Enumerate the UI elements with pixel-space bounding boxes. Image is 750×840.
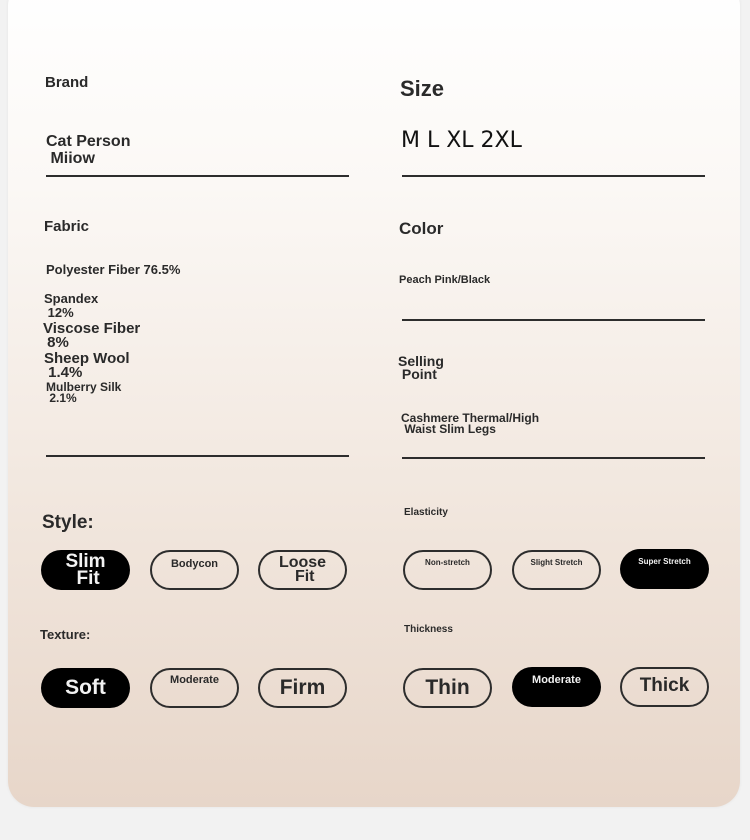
thickness-label: Thickness bbox=[404, 624, 453, 635]
fabric-label: Fabric bbox=[44, 218, 90, 235]
fabric-item: Mulberry Silk 2.1% bbox=[46, 380, 122, 406]
style-option-bodycon[interactable]: Bodycon bbox=[150, 550, 239, 590]
texture-option-moderate[interactable]: Moderate bbox=[150, 668, 239, 708]
texture-label: Texture: bbox=[40, 627, 91, 642]
fabric-item: Polyester Fiber 76.5% bbox=[46, 262, 181, 277]
selling-point-divider bbox=[402, 457, 705, 459]
brand-value: Cat Person Miiow bbox=[46, 133, 131, 167]
size-value: M L XL 2XL bbox=[401, 128, 522, 153]
color-divider bbox=[402, 319, 705, 321]
elasticity-option-non-stretch[interactable]: Non-stretch bbox=[403, 550, 492, 590]
thickness-option-thin[interactable]: Thin bbox=[403, 668, 492, 708]
selling-point-value: Cashmere Thermal/High Waist Slim Legs bbox=[401, 411, 540, 437]
texture-option-firm[interactable]: Firm bbox=[258, 668, 347, 708]
fabric-divider bbox=[46, 455, 349, 457]
size-label: Size bbox=[400, 76, 445, 101]
style-label: Style: bbox=[42, 512, 94, 533]
brand-label: Brand bbox=[45, 74, 89, 91]
color-value: Peach Pink/Black bbox=[399, 274, 491, 286]
brand-divider bbox=[46, 175, 349, 177]
elasticity-label: Elasticity bbox=[404, 507, 448, 518]
fabric-item: Spandex 12% bbox=[44, 291, 99, 320]
elasticity-option-slight-stretch[interactable]: Slight Stretch bbox=[512, 550, 601, 590]
elasticity-option-super-stretch[interactable]: Super Stretch bbox=[620, 549, 709, 589]
color-label: Color bbox=[399, 219, 444, 238]
thickness-option-thick[interactable]: Thick bbox=[620, 667, 709, 707]
texture-option-soft[interactable]: Soft bbox=[41, 668, 130, 708]
style-option-loose-fit[interactable]: Loose Fit bbox=[258, 550, 347, 590]
size-divider bbox=[402, 175, 705, 177]
fabric-item: Sheep Wool 1.4% bbox=[44, 350, 130, 382]
fabric-item: Viscose Fiber 8% bbox=[43, 320, 141, 352]
selling-point-label: Selling Point bbox=[398, 353, 444, 383]
style-option-slim-fit[interactable]: Slim Fit bbox=[41, 550, 130, 590]
thickness-option-moderate[interactable]: Moderate bbox=[512, 667, 601, 707]
